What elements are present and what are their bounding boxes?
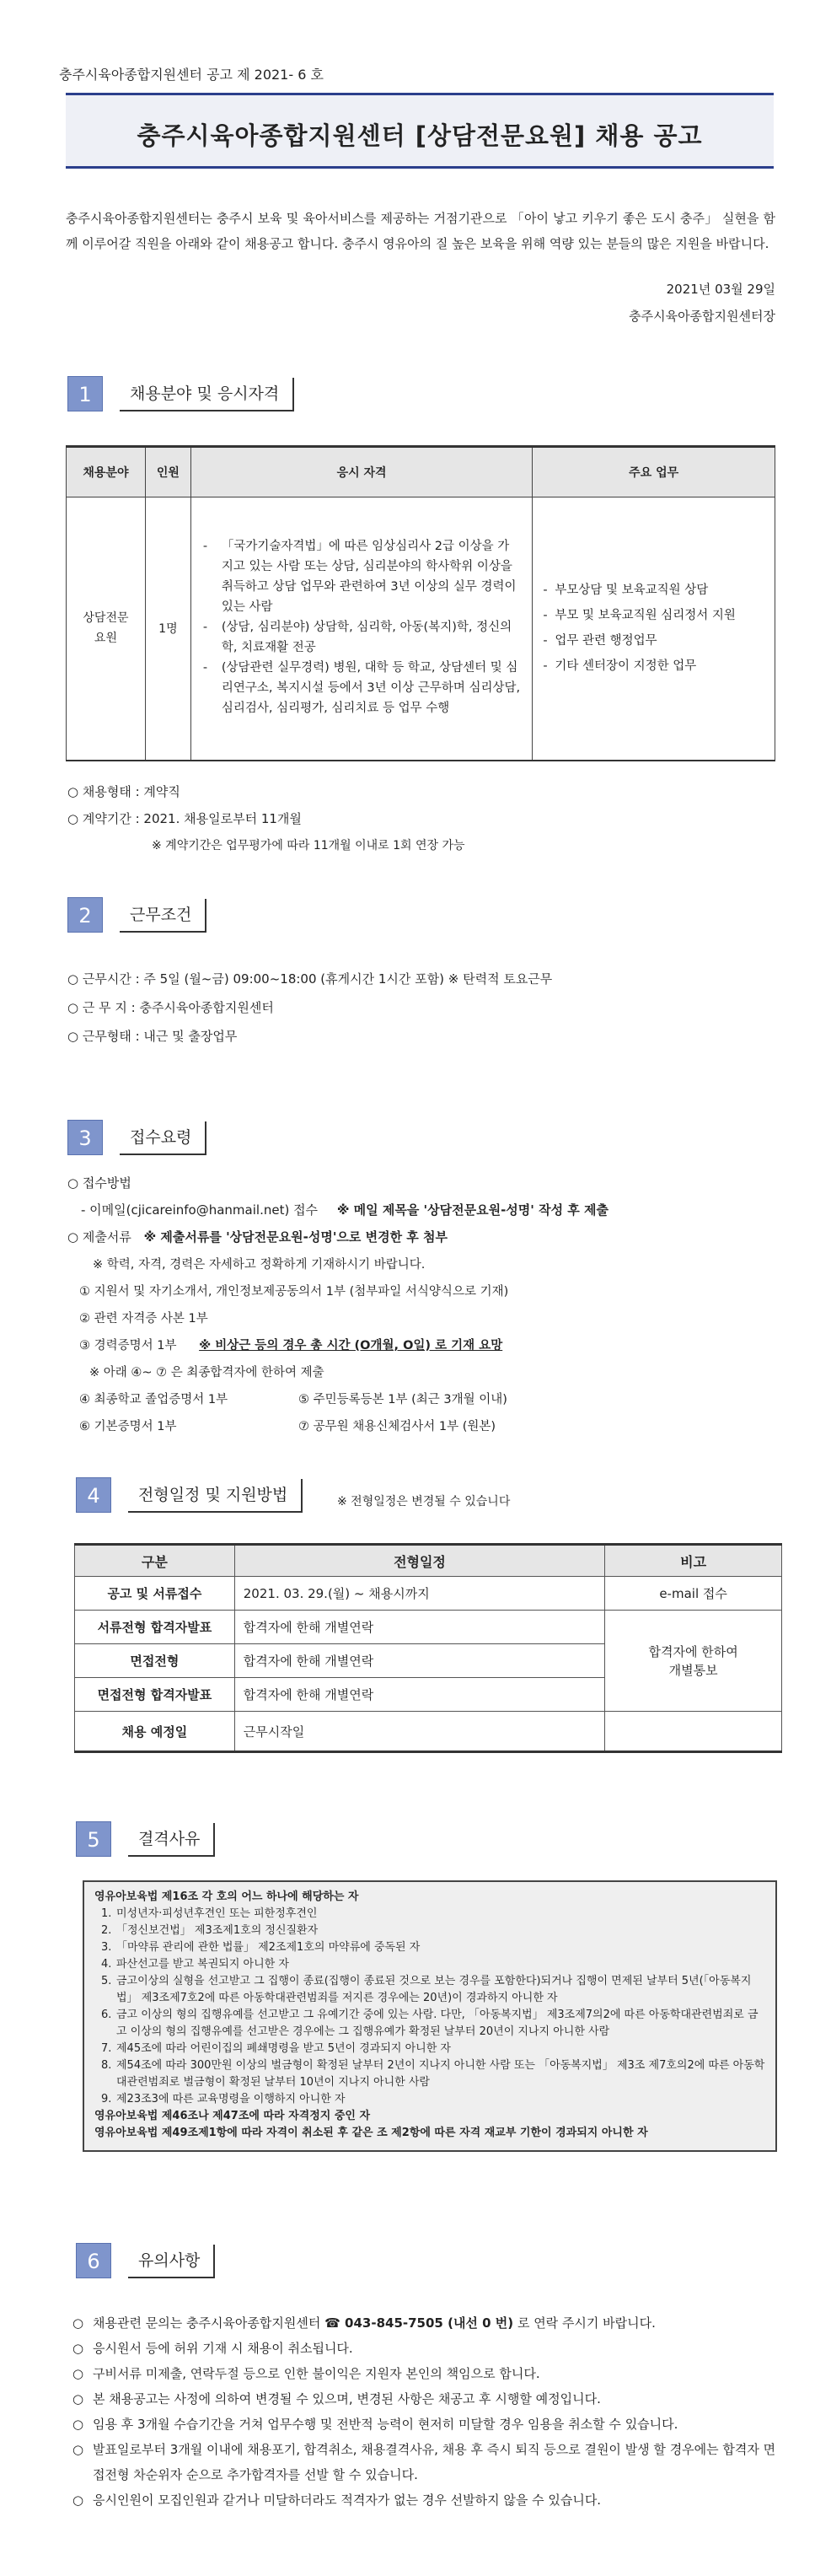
qualification-item: - (상담, 심리분야) 상담학, 심리학, 아동(복지)학, 정신의학, 치료재활 전공: [202, 621, 512, 655]
header-date: 전형일정: [234, 1545, 604, 1577]
list-item: 1. 미성년자·피성년후견인 또는 피한정후견인: [101, 1907, 318, 1920]
work-form: ○ 근무형태 : 내근 및 출장업무: [67, 1029, 238, 1044]
work-hours: ○ 근무시간 : 주 5일 (월~금) 09:00~18:00 (휴게시간 1시간 포함) ※ 탄력적 토요근무: [67, 971, 553, 987]
section-title: 채용분야 및 응시자격: [120, 378, 294, 411]
document-number: 충주시육아종합지원센터 공고 제 2021- 6 호: [59, 67, 324, 83]
schedule-note: ※ 전형일정은 변경될 수 있습니다: [337, 1495, 511, 1508]
section-title: 결격사유: [128, 1823, 215, 1857]
apply-docs-title: ○ 제출서류: [67, 1229, 131, 1245]
section-number: 2: [67, 897, 103, 933]
section-2-header: [67, 897, 320, 933]
apply-email: - 이메일(cjicareinfo@hanmail.net) 접수: [81, 1202, 319, 1218]
apply-docs-note: ※ 제출서류를 '상담전문요원-성명'으로 변경한 후 첨부: [143, 1229, 448, 1245]
job-field: 상담전문요원: [67, 497, 146, 761]
schedule-table: [74, 1543, 782, 1753]
section-3-header: [67, 1120, 320, 1155]
list-item: 6. 금고 이상의 형의 집행유예를 선고받고 그 유예기간 중에 있는 사람. 다만, 「아동복지법」 제3조제7의2에 따른 아동학대관련범죄로 금고 이상의 형의 집행유예를 선고받은 경우에는 그 집행유예가 확정된 날부터 20년이 지나지 아니한 사람: [101, 2009, 759, 2038]
disqualification-heading: 영유아보육법 제16조 각 호의 어느 하나에 해당하는 자: [94, 1890, 359, 1903]
doc-item-3-note: ※ 비상근 등의 경우 총 시간 (O개월, O일) 로 기재 요망: [199, 1339, 503, 1353]
duty-item: - 업무 관련 행정업무: [543, 634, 657, 648]
doc-item-6: ⑥ 기본증명서 1부: [79, 1420, 177, 1433]
list-item: ○ 구비서류 미제출, 연락두절 등으로 인한 불이익은 지원자 본인의 책임으로 합니다.: [72, 2366, 540, 2381]
accuracy-note: ※ 학력, 자격, 경력은 자세하고 정확하게 기재하시기 바랍니다.: [93, 1258, 426, 1272]
duty-item: - 부모 및 보육교직원 심리정서 지원: [543, 609, 736, 623]
announcement-date: 2021년 03월 29일: [666, 282, 775, 297]
section-number: 3: [67, 1120, 103, 1155]
merged-note-line: 합격자에 한하여: [648, 1643, 738, 1659]
section-5-header: [76, 1821, 295, 1857]
doc-item-2: ② 관련 자격증 사본 1부: [79, 1312, 208, 1326]
doc-item-1: ① 지원서 및 자기소개서, 개인정보제공동의서 1부 (첨부파일 서식양식으로 기재): [79, 1285, 509, 1299]
apply-docs-line: [67, 1228, 448, 1245]
job-count: 1명: [145, 497, 190, 761]
section-title: 접수요령: [120, 1121, 206, 1155]
stage-cell: 서류전형 합격자발표: [75, 1611, 235, 1644]
list-item: 9. 제23조3에 따른 교육명령을 이행하지 아니한 자: [101, 2093, 346, 2105]
list-item: 4. 파산선고를 받고 복권되지 아니한 자: [101, 1958, 289, 1971]
duty-item: - 기타 센터장이 지정한 업무: [543, 659, 697, 674]
final-submit-note: ※ 아래 ④~ ⑦ 은 최종합격자에 한하여 제출: [89, 1366, 324, 1379]
section-4-header: [76, 1477, 346, 1513]
note-cell: e-mail 접수: [605, 1577, 782, 1611]
work-place: ○ 근 무 지 : 충주시육아종합지원센터: [67, 1000, 274, 1015]
section-title: 유의사항: [128, 2245, 215, 2278]
list-item: ○ 발표일로부터 3개월 이내에 채용포기, 합격취소, 채용결격사유, 채용 후 즉시 퇴직 등으로 결원이 발생 할 경우에는 합격자 면접전형 차순위자 순으로 추가합격자를 선발 할 수 있습니다.: [72, 2442, 776, 2482]
date-cell: 합격자에 한해 개별연락: [234, 1644, 604, 1678]
duty-item: - 부모상담 및 보육교직원 상담: [543, 583, 709, 598]
stage-cell: 공고 및 서류접수: [75, 1577, 235, 1611]
list-item: ○ 응시원서 등에 허위 기재 시 채용이 취소됩니다.: [72, 2341, 353, 2356]
header-qualification: 응시 자격: [190, 447, 532, 497]
qualification-cell: [190, 497, 532, 761]
stage-cell: 면접전형: [75, 1644, 235, 1678]
section-title: 근무조건: [120, 899, 206, 933]
list-item: 5. 금고이상의 실형을 선고받고 그 집행이 종료(집행이 종료된 것으로 보는 경우를 포함한다)되거나 집행이 면제된 날부터 5년(「아동복지법」 제3조제7호2에 따른 아동학대관련범죄를 저지른 경우에는 20년)이 경과하지 아니한 자: [101, 1975, 752, 2004]
header-note: 비고: [605, 1545, 782, 1577]
section-number: 1: [67, 376, 103, 411]
list-item: 3. 「마약류 관리에 관한 법률」 제2조제1호의 마약류에 중독된 자: [101, 1941, 421, 1954]
intro-paragraph: 충주시육아종합지원센터는 충주시 보육 및 육아서비스를 제공하는 거점기관으로 「아이 낳고 키우기 좋은 도시 충주」 실현을 함께 이루어갈 직원을 아래와 같이 채용공고 합니다. 충주시 영유아의 질 높은 보육을 위해 역량 있는 분들의 많은 지원을 바랍니다.: [66, 211, 775, 251]
title-banner: [66, 93, 774, 169]
table-row: [75, 1577, 782, 1611]
stage-cell: 면접전형 합격자발표: [75, 1678, 235, 1712]
header-field: 채용분야: [67, 447, 146, 497]
duties-cell: [533, 497, 775, 761]
section-6-header: [76, 2243, 295, 2278]
list-item: 2. 「정신보건법」 제3조제1호의 정신질환자: [101, 1924, 319, 1937]
list-item: ○ 응시인원이 모집인원과 같거나 미달하더라도 적격자가 없는 경우 선발하지 않을 수 있습니다.: [72, 2493, 602, 2508]
doc-item-4: ④ 최종학교 졸업증명서 1부: [79, 1393, 228, 1406]
qualification-item: - 「국가기술자격법」에 따른 임상심리사 2급 이상을 가지고 있는 사람 또는 상담, 심리분야의 학사학위 이상을 취득하고 상담 업무와 관련하여 3년 이상의 실무 경력이 있는 사람: [202, 540, 517, 615]
header-stage: 구분: [75, 1545, 235, 1577]
list-item: ○ 채용관련 문의는 충주시육아종합지원센터 ☎ 043-845-7505 (내선 0 번) 로 연락 주시기 바랍니다.: [72, 2315, 656, 2331]
job-table: [66, 445, 775, 761]
stage-cell: 채용 예정일: [75, 1712, 235, 1752]
apply-email-line: [81, 1201, 609, 1218]
merged-note-cell: [605, 1611, 782, 1712]
job-table-row: [67, 497, 775, 761]
date-cell: 합격자에 한해 개별연락: [234, 1678, 604, 1712]
section-title: 전형일정 및 지원방법: [128, 1479, 303, 1513]
doc-item-5: ⑤ 주민등록등본 1부 (최근 3개월 이내): [298, 1393, 507, 1406]
header-duties: 주요 업무: [533, 447, 775, 497]
issuing-organization: 충주시육아종합지원센터장: [629, 309, 775, 324]
employment-type: ○ 채용형태 : 계약직: [67, 784, 180, 799]
contract-period: ○ 계약기간 : 2021. 채용일로부터 11개월: [67, 811, 302, 826]
apply-email-note: ※ 메일 제목을 '상담전문요원-성명' 작성 후 제출: [336, 1202, 609, 1218]
page-title: 충주시육아종합지원센터 [상담전문요원] 채용 공고: [137, 121, 703, 150]
table-row: [75, 1712, 782, 1752]
disqualification-box: [83, 1880, 777, 2152]
disqualification-extra: 영유아보육법 제49조제1항에 따라 자격이 취소된 후 같은 조 제2항에 따른 자격 재교부 기한이 경과되지 아니한 자: [94, 2127, 648, 2139]
section-1-header: [67, 376, 405, 411]
list-item: 7. 제45조에 따라 어린이집의 폐쇄명령을 받고 5년이 경과되지 아니한 자: [101, 2042, 451, 2055]
job-table-header: [67, 447, 775, 497]
merged-note-line: 개별통보: [668, 1662, 718, 1678]
list-item: ○ 본 채용공고는 사정에 의하여 변경될 수 있으며, 변경된 사항은 채공고 후 시행할 예정입니다.: [72, 2391, 601, 2407]
section-number: 5: [76, 1821, 111, 1857]
apply-method-title: ○ 접수방법: [67, 1175, 131, 1191]
doc-item-3: [79, 1336, 502, 1353]
qualification-item: - (상담관련 실무경력) 병원, 대학 등 학교, 상담센터 및 심리연구소, 복지시설 등에서 3년 이상 근무하며 심리상담, 심리검사, 심리평가, 심리치료 등 업무 수행: [202, 661, 521, 716]
notes-list: [69, 2310, 777, 2513]
note-cell: [605, 1712, 782, 1752]
schedule-header: [75, 1545, 782, 1577]
header-count: 인원: [145, 447, 190, 497]
section-number: 6: [76, 2243, 111, 2278]
disqualification-extra: 영유아보육법 제46조나 제47조에 따라 자격정지 중인 자: [94, 2110, 371, 2122]
section-number: 4: [76, 1477, 111, 1513]
date-cell: 2021. 03. 29.(월) ~ 채용시까지: [234, 1577, 604, 1611]
date-cell: 합격자에 한해 개별연락: [234, 1611, 604, 1644]
table-row: [75, 1611, 782, 1644]
doc-item-3-label: ③ 경력증명서 1부: [79, 1339, 177, 1353]
date-cell: 근무시작일: [234, 1712, 604, 1752]
contact-phone: ☎ 043-845-7505 (내선 0 번): [324, 2315, 514, 2331]
list-item: 8. 제54조에 따라 300만원 이상의 벌금형이 확정된 날부터 2년이 지나지 아니한 사람 또는 「아동복지법」 제3조 제7호의2에 따른 아동학대관련범죄로 벌금형이 확정된 날부터 10년이 지나지 아니한 사람: [101, 2059, 765, 2089]
list-item: ○ 임용 후 3개월 수습기간을 거쳐 업무수행 및 전반적 능력이 현저히 미달할 경우 임용을 취소할 수 있습니다.: [72, 2417, 678, 2432]
doc-item-7: ⑦ 공무원 채용신체검사서 1부 (원본): [298, 1420, 496, 1433]
contract-period-note: ※ 계약기간은 업무평가에 따라 11개월 이내로 1회 연장 가능: [152, 839, 465, 852]
